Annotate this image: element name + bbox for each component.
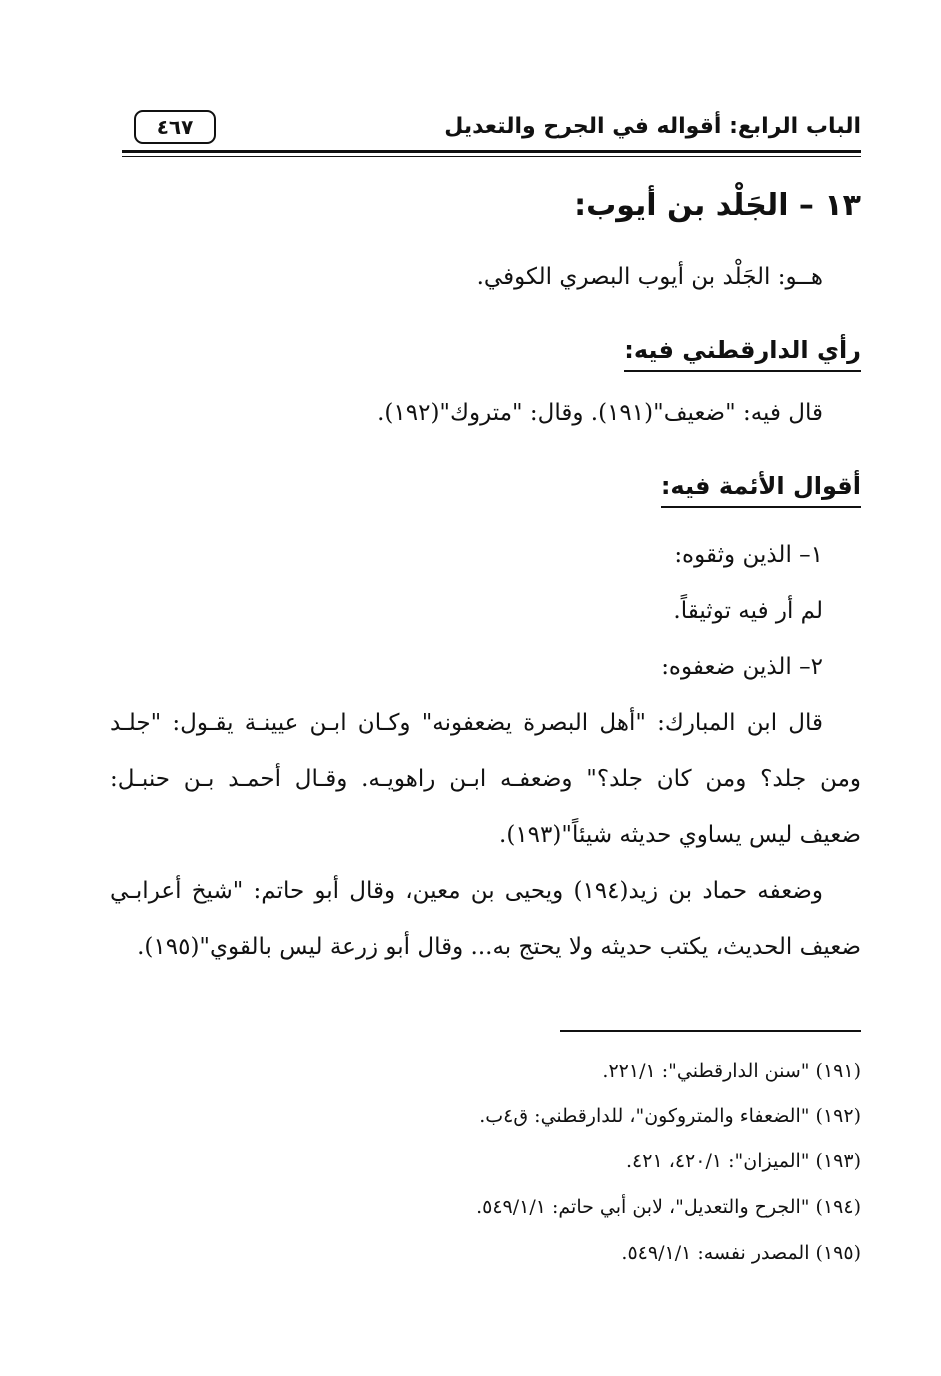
header-rule	[122, 150, 861, 153]
imams-heading	[110, 472, 861, 508]
entry-title: ١٣ – الجَلْد بن أيوب:	[574, 188, 861, 223]
paragraph-line: ومن جلد؟ ومن كان جلد؟" وضعفـه ابـن راهويـه. وقـال أحمـد بـن حنبـل:	[110, 766, 861, 792]
footnote: (١٩٤) "الجرح والتعديل"، لابن أبي حاتم: ٥٤٩/١/١.	[476, 1196, 861, 1218]
imams-heading-text: أقوال الأئمة فيه:	[661, 472, 861, 508]
footnote: (١٩٢) "الضعفاء والمتروكون"، للدارقطني: ق٤ب.	[479, 1105, 861, 1127]
daraqutni-heading-text: رأي الدارقطني فيه:	[624, 336, 861, 372]
trusted-text: لم أر فيه توثيقاً.	[673, 598, 823, 624]
paragraph-line: ضعيف الحديث، يكتب حديثه ولا يحتج به... وقال أبو زرعة ليس بالقوي"(١٩٥).	[137, 934, 861, 960]
paragraph-line: وضعفه حماد بن زيد(١٩٤) ويحيى بن معين، وقال أبو حاتم: "شيخ أعرابـي	[110, 878, 823, 904]
daraqutni-heading	[110, 336, 861, 372]
daraqutni-text: قال فيه: "ضعيف"(١٩١). وقال: "متروك"(١٩٢).	[377, 400, 823, 426]
footnote-rule	[560, 1030, 861, 1032]
page-number: ٤٦٧	[134, 110, 216, 144]
footnote: (١٩٥) المصدر نفسه: ٥٤٩/١/١.	[621, 1242, 861, 1264]
chapter-title: الباب الرابع: أقواله في الجرح والتعديل	[444, 114, 861, 139]
footnote: (١٩٣) "الميزان": ٤٢٠/١، ٤٢١.	[626, 1150, 861, 1172]
weakened-heading: ٢– الذين ضعفوه:	[661, 654, 823, 680]
running-header	[122, 104, 861, 150]
paragraph-line: قال ابن المبارك: "أهل البصرة يضعفونه" وكـان ابـن عيينـة يقـول: "جلـد	[110, 710, 823, 736]
footnote: (١٩١) "سنن الدارقطني": ٢٢١/١.	[602, 1060, 861, 1082]
paragraph-line: ضعيف ليس يساوي حديثه شيئاً"(١٩٣).	[499, 822, 861, 848]
header-rule-thin	[122, 156, 861, 157]
trusted-heading: ١– الذين وثقوه:	[674, 542, 823, 568]
entry-identity: هــو: الجَلْد بن أيوب البصري الكوفي.	[476, 264, 823, 290]
